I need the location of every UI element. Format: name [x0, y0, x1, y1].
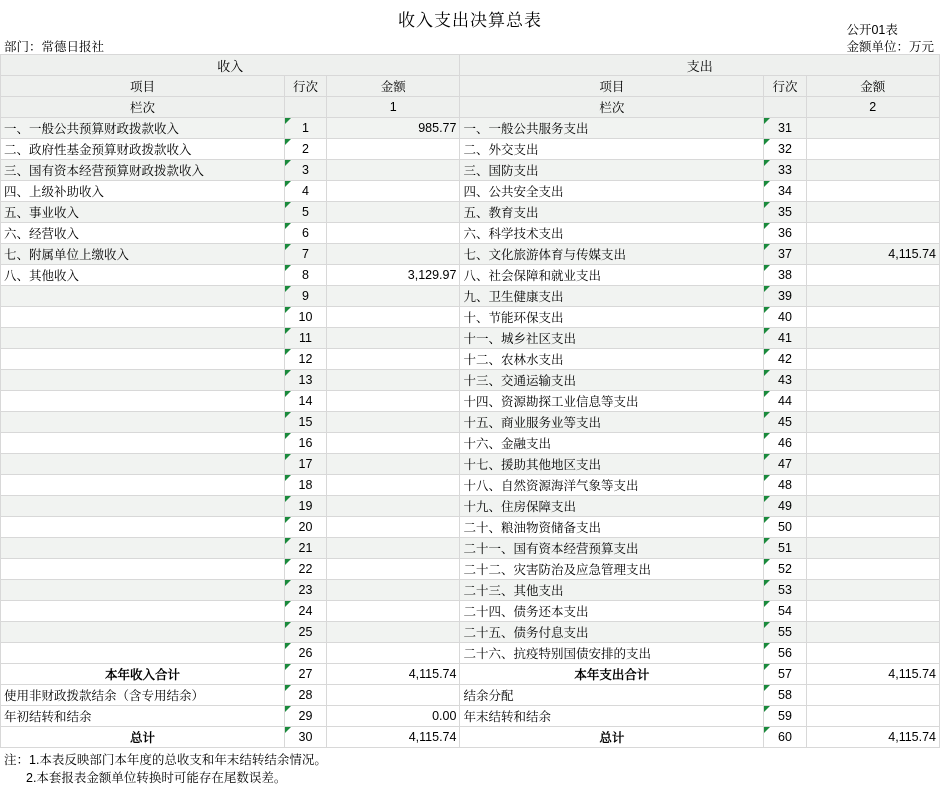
table-row — [1, 391, 940, 412]
cell-expense-amount[interactable] — [806, 643, 939, 664]
cell-income-line[interactable]: 16 — [284, 433, 326, 454]
cell-expense-item[interactable]: 二十二、灾害防治及应急管理支出 — [460, 559, 764, 580]
cell-income-line[interactable]: 9 — [284, 286, 326, 307]
table-notes — [0, 748, 940, 787]
cell-income-amount[interactable] — [327, 559, 460, 580]
table-row — [1, 454, 940, 475]
table-row — [1, 412, 940, 433]
table-summary-row — [1, 664, 940, 685]
header-expense-group: 支出 — [460, 55, 940, 76]
cell-income-amount[interactable] — [327, 412, 460, 433]
cell-income-item[interactable] — [1, 412, 285, 433]
page-title: 收入支出决算总表 — [398, 11, 542, 30]
cell-expense-line[interactable]: 45 — [764, 412, 806, 433]
cell-income-amount[interactable] — [327, 454, 460, 475]
cell-expense-amount[interactable] — [806, 181, 939, 202]
header-column-no-expense: 2 — [806, 97, 939, 118]
cell-income-amount[interactable] — [327, 370, 460, 391]
cell-expense-line[interactable]: 36 — [764, 223, 806, 244]
cell-expense-item[interactable]: 一、一般公共服务支出 — [460, 118, 764, 139]
cell-expense-line[interactable]: 37 — [764, 244, 806, 265]
header-line-income: 行次 — [284, 76, 326, 97]
header-amount-income: 金额 — [327, 76, 460, 97]
cell-income-item[interactable]: 使用非财政拨款结余（含专用结余） — [1, 685, 285, 706]
cell-income-line[interactable]: 23 — [284, 580, 326, 601]
department-label: 部门：常德日报社 — [4, 40, 105, 54]
cell-expense-item[interactable]: 十八、自然资源海洋气象等支出 — [460, 475, 764, 496]
cell-expense-line[interactable]: 53 — [764, 580, 806, 601]
table-row — [1, 370, 940, 391]
table-row — [1, 118, 940, 139]
cell-expense-item[interactable]: 本年支出合计 — [460, 664, 764, 685]
cell-expense-amount[interactable]: 4,115.74 — [806, 664, 939, 685]
amount-unit: 金额单位：万元 — [846, 40, 934, 54]
cell-expense-item[interactable]: 总计 — [460, 727, 764, 748]
cell-expense-item[interactable]: 二十三、其他支出 — [460, 580, 764, 601]
budget-table — [0, 54, 940, 748]
cell-income-item[interactable] — [1, 454, 285, 475]
cell-income-line[interactable]: 18 — [284, 475, 326, 496]
table-row — [1, 601, 940, 622]
cell-expense-amount[interactable] — [806, 349, 939, 370]
cell-expense-line[interactable]: 55 — [764, 622, 806, 643]
cell-expense-line[interactable]: 41 — [764, 328, 806, 349]
cell-income-item[interactable] — [1, 601, 285, 622]
cell-expense-line[interactable]: 51 — [764, 538, 806, 559]
cell-income-item[interactable] — [1, 622, 285, 643]
cell-income-line[interactable]: 20 — [284, 517, 326, 538]
cell-expense-amount[interactable] — [806, 601, 939, 622]
cell-income-amount[interactable] — [327, 496, 460, 517]
cell-expense-amount[interactable] — [806, 286, 939, 307]
cell-income-amount[interactable] — [327, 349, 460, 370]
cell-income-item[interactable]: 八、其他收入 — [1, 265, 285, 286]
cell-income-line[interactable]: 15 — [284, 412, 326, 433]
cell-expense-item[interactable]: 二十四、债务还本支出 — [460, 601, 764, 622]
cell-expense-item[interactable]: 十三、交通运输支出 — [460, 370, 764, 391]
cell-expense-item[interactable]: 五、教育支出 — [460, 202, 764, 223]
cell-income-item[interactable] — [1, 580, 285, 601]
cell-expense-amount[interactable] — [806, 223, 939, 244]
header-column-label-income: 栏次 — [1, 97, 285, 118]
cell-income-item[interactable] — [1, 370, 285, 391]
table-header-row — [1, 76, 940, 97]
cell-income-line[interactable]: 27 — [284, 664, 326, 685]
cell-income-item[interactable] — [1, 517, 285, 538]
table-row — [1, 559, 940, 580]
cell-expense-amount[interactable] — [806, 496, 939, 517]
cell-expense-item[interactable]: 十二、农林水支出 — [460, 349, 764, 370]
cell-expense-amount[interactable] — [806, 538, 939, 559]
cell-income-item[interactable]: 总计 — [1, 727, 285, 748]
cell-income-amount[interactable] — [327, 601, 460, 622]
cell-expense-line[interactable]: 40 — [764, 307, 806, 328]
cell-income-item[interactable] — [1, 307, 285, 328]
cell-expense-item[interactable]: 八、社会保障和就业支出 — [460, 265, 764, 286]
cell-income-amount[interactable]: 0.00 — [327, 706, 460, 727]
cell-expense-item[interactable]: 二十、粮油物资储备支出 — [460, 517, 764, 538]
cell-income-line[interactable]: 25 — [284, 622, 326, 643]
cell-expense-line[interactable]: 44 — [764, 391, 806, 412]
cell-expense-amount[interactable] — [806, 580, 939, 601]
cell-income-line[interactable]: 30 — [284, 727, 326, 748]
table-row — [1, 433, 940, 454]
table-row — [1, 286, 940, 307]
cell-income-line[interactable]: 10 — [284, 307, 326, 328]
cell-income-amount[interactable]: 985.77 — [327, 118, 460, 139]
cell-expense-line[interactable]: 49 — [764, 496, 806, 517]
table-row — [1, 580, 940, 601]
cell-expense-line[interactable]: 50 — [764, 517, 806, 538]
cell-income-line[interactable]: 22 — [284, 559, 326, 580]
cell-income-line[interactable]: 6 — [284, 223, 326, 244]
cell-expense-amount[interactable] — [806, 265, 939, 286]
cell-income-item[interactable] — [1, 538, 285, 559]
table-summary-row — [1, 727, 940, 748]
cell-expense-amount[interactable]: 4,115.74 — [806, 727, 939, 748]
cell-income-amount[interactable] — [327, 391, 460, 412]
cell-income-amount[interactable] — [327, 538, 460, 559]
cell-expense-amount[interactable] — [806, 454, 939, 475]
cell-income-line[interactable]: 11 — [284, 328, 326, 349]
cell-income-line[interactable]: 8 — [284, 265, 326, 286]
table-summary-row — [1, 685, 940, 706]
cell-expense-item[interactable]: 十九、住房保障支出 — [460, 496, 764, 517]
cell-expense-line[interactable]: 31 — [764, 118, 806, 139]
cell-income-amount[interactable] — [327, 139, 460, 160]
cell-expense-item[interactable]: 十四、资源勘探工业信息等支出 — [460, 391, 764, 412]
cell-expense-line[interactable]: 47 — [764, 454, 806, 475]
cell-income-item[interactable] — [1, 391, 285, 412]
cell-expense-amount[interactable] — [806, 202, 939, 223]
cell-income-line[interactable]: 13 — [284, 370, 326, 391]
cell-expense-line[interactable]: 39 — [764, 286, 806, 307]
cell-expense-line[interactable]: 35 — [764, 202, 806, 223]
cell-expense-amount[interactable] — [806, 412, 939, 433]
table-summary-row — [1, 706, 940, 727]
cell-expense-amount[interactable] — [806, 559, 939, 580]
cell-expense-item[interactable]: 十、节能环保支出 — [460, 307, 764, 328]
cell-expense-line[interactable]: 57 — [764, 664, 806, 685]
cell-expense-item[interactable]: 七、文化旅游体育与传媒支出 — [460, 244, 764, 265]
table-row — [1, 328, 940, 349]
cell-expense-line[interactable]: 56 — [764, 643, 806, 664]
cell-income-item[interactable]: 本年收入合计 — [1, 664, 285, 685]
cell-income-line[interactable]: 21 — [284, 538, 326, 559]
table-row — [1, 244, 940, 265]
cell-income-line[interactable]: 26 — [284, 643, 326, 664]
cell-expense-item[interactable]: 四、公共安全支出 — [460, 181, 764, 202]
cell-expense-amount[interactable] — [806, 706, 939, 727]
cell-expense-line[interactable]: 58 — [764, 685, 806, 706]
cell-expense-item[interactable]: 二、外交支出 — [460, 139, 764, 160]
cell-income-line[interactable]: 24 — [284, 601, 326, 622]
table-row — [1, 139, 940, 160]
cell-expense-line[interactable]: 59 — [764, 706, 806, 727]
cell-income-item[interactable] — [1, 433, 285, 454]
cell-income-amount[interactable] — [327, 181, 460, 202]
cell-income-line[interactable]: 29 — [284, 706, 326, 727]
table-row — [1, 538, 940, 559]
cell-expense-amount[interactable] — [806, 685, 939, 706]
cell-expense-line[interactable]: 38 — [764, 265, 806, 286]
header-item-expense: 项目 — [460, 76, 764, 97]
table-row — [1, 307, 940, 328]
cell-expense-amount[interactable] — [806, 517, 939, 538]
cell-expense-item[interactable]: 二十五、债务付息支出 — [460, 622, 764, 643]
cell-income-line[interactable]: 28 — [284, 685, 326, 706]
cell-income-line[interactable]: 19 — [284, 496, 326, 517]
table-row — [1, 223, 940, 244]
cell-expense-item[interactable]: 六、科学技术支出 — [460, 223, 764, 244]
cell-expense-amount[interactable] — [806, 622, 939, 643]
cell-expense-amount[interactable]: 4,115.74 — [806, 244, 939, 265]
table-row — [1, 496, 940, 517]
table-row — [1, 181, 940, 202]
cell-income-amount[interactable] — [327, 286, 460, 307]
cell-income-amount[interactable]: 4,115.74 — [327, 727, 460, 748]
cell-income-item[interactable]: 四、上级补助收入 — [1, 181, 285, 202]
cell-income-item[interactable]: 六、经营收入 — [1, 223, 285, 244]
header-item-income: 项目 — [1, 76, 285, 97]
table-row — [1, 202, 940, 223]
cell-income-item[interactable]: 七、附属单位上缴收入 — [1, 244, 285, 265]
header-line-expense: 行次 — [764, 76, 806, 97]
cell-income-amount[interactable] — [327, 517, 460, 538]
cell-income-amount[interactable] — [327, 223, 460, 244]
table-row — [1, 349, 940, 370]
cell-income-item[interactable]: 三、国有资本经营预算财政拨款收入 — [1, 160, 285, 181]
cell-income-item[interactable]: 一、一般公共预算财政拨款收入 — [1, 118, 285, 139]
header-income-group: 收入 — [1, 55, 460, 76]
cell-expense-item[interactable]: 结余分配 — [460, 685, 764, 706]
table-column-number-row — [1, 97, 940, 118]
cell-expense-item[interactable]: 九、卫生健康支出 — [460, 286, 764, 307]
cell-income-amount[interactable] — [327, 580, 460, 601]
cell-income-item[interactable] — [1, 286, 285, 307]
cell-income-amount[interactable] — [327, 433, 460, 454]
header-amount-expense: 金额 — [806, 76, 939, 97]
cell-expense-amount[interactable] — [806, 160, 939, 181]
cell-income-line[interactable]: 17 — [284, 454, 326, 475]
cell-expense-amount[interactable] — [806, 433, 939, 454]
header-column-no-income: 1 — [327, 97, 460, 118]
cell-income-line[interactable]: 7 — [284, 244, 326, 265]
cell-income-line[interactable]: 1 — [284, 118, 326, 139]
note-line-2: 2.本套报表金额单位转换时可能存在尾数误差。 — [26, 771, 287, 785]
cell-expense-item[interactable]: 三、国防支出 — [460, 160, 764, 181]
header-column-label-expense: 栏次 — [460, 97, 764, 118]
cell-income-line[interactable]: 5 — [284, 202, 326, 223]
cell-expense-amount[interactable] — [806, 370, 939, 391]
cell-expense-line[interactable]: 42 — [764, 349, 806, 370]
cell-expense-amount[interactable] — [806, 139, 939, 160]
cell-income-item[interactable] — [1, 475, 285, 496]
cell-expense-item[interactable]: 二十六、抗疫特别国债安排的支出 — [460, 643, 764, 664]
note-line-1: 注：1.本表反映部门本年度的总收支和年末结转结余情况。 — [4, 753, 327, 767]
table-row — [1, 475, 940, 496]
cell-expense-line[interactable]: 52 — [764, 559, 806, 580]
cell-expense-line[interactable]: 34 — [764, 181, 806, 202]
cell-income-item[interactable] — [1, 349, 285, 370]
cell-income-line[interactable]: 2 — [284, 139, 326, 160]
cell-expense-amount[interactable] — [806, 118, 939, 139]
header-column-blank-income — [284, 97, 326, 118]
cell-expense-item[interactable]: 十一、城乡社区支出 — [460, 328, 764, 349]
cell-expense-line[interactable]: 33 — [764, 160, 806, 181]
cell-income-item[interactable]: 五、事业收入 — [1, 202, 285, 223]
form-code: 公开01表 — [846, 23, 898, 37]
cell-expense-amount[interactable] — [806, 328, 939, 349]
table-row — [1, 643, 940, 664]
cell-expense-item[interactable]: 十七、援助其他地区支出 — [460, 454, 764, 475]
header-column-blank-expense — [764, 97, 806, 118]
cell-income-item[interactable]: 年初结转和结余 — [1, 706, 285, 727]
table-row — [1, 265, 940, 286]
table-row — [1, 622, 940, 643]
form-meta — [846, 22, 934, 56]
cell-income-amount[interactable]: 4,115.74 — [327, 664, 460, 685]
cell-income-item[interactable] — [1, 328, 285, 349]
cell-income-amount[interactable] — [327, 160, 460, 181]
cell-expense-line[interactable]: 43 — [764, 370, 806, 391]
cell-income-amount[interactable] — [327, 328, 460, 349]
cell-income-amount[interactable] — [327, 244, 460, 265]
cell-income-amount[interactable] — [327, 643, 460, 664]
cell-expense-line[interactable]: 46 — [764, 433, 806, 454]
cell-expense-amount[interactable] — [806, 391, 939, 412]
cell-income-amount[interactable] — [327, 622, 460, 643]
table-header-group-row — [1, 55, 940, 76]
cell-income-line[interactable]: 12 — [284, 349, 326, 370]
cell-expense-amount[interactable] — [806, 307, 939, 328]
cell-expense-line[interactable]: 60 — [764, 727, 806, 748]
cell-expense-item[interactable]: 年末结转和结余 — [460, 706, 764, 727]
cell-income-line[interactable]: 4 — [284, 181, 326, 202]
cell-income-item[interactable] — [1, 496, 285, 517]
cell-expense-item[interactable]: 二十一、国有资本经营预算支出 — [460, 538, 764, 559]
cell-income-amount[interactable] — [327, 202, 460, 223]
cell-income-line[interactable]: 3 — [284, 160, 326, 181]
cell-income-line[interactable]: 14 — [284, 391, 326, 412]
cell-income-item[interactable] — [1, 559, 285, 580]
cell-expense-line[interactable]: 32 — [764, 139, 806, 160]
cell-expense-item[interactable]: 十五、商业服务业等支出 — [460, 412, 764, 433]
cell-income-amount[interactable] — [327, 475, 460, 496]
table-row — [1, 517, 940, 538]
cell-expense-item[interactable]: 十六、金融支出 — [460, 433, 764, 454]
table-row — [1, 160, 940, 181]
cell-expense-line[interactable]: 48 — [764, 475, 806, 496]
cell-expense-line[interactable]: 54 — [764, 601, 806, 622]
cell-income-amount[interactable] — [327, 307, 460, 328]
cell-income-amount[interactable] — [327, 685, 460, 706]
cell-income-item[interactable]: 二、政府性基金预算财政拨款收入 — [1, 139, 285, 160]
cell-expense-amount[interactable] — [806, 475, 939, 496]
cell-income-item[interactable] — [1, 643, 285, 664]
cell-income-amount[interactable]: 3,129.97 — [327, 265, 460, 286]
